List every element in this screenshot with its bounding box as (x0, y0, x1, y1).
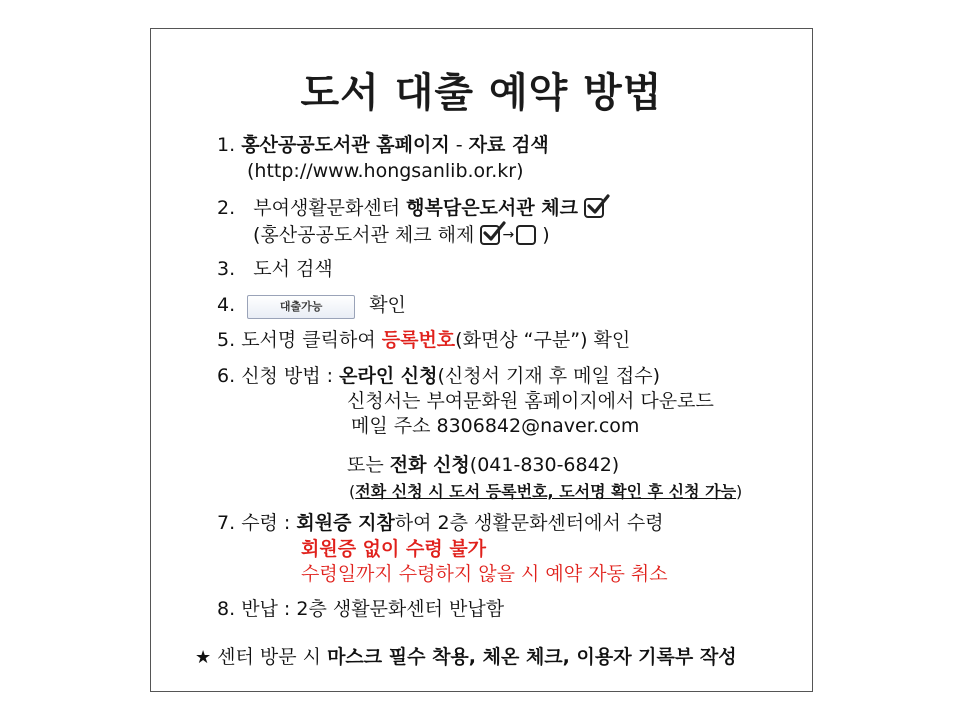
library-homepage-text: 홍산공공도서관 홈페이지 (241, 134, 450, 156)
unchecked-checkbox-icon (516, 225, 536, 245)
notice-panel (150, 28, 813, 692)
step-4: 4. 대출가능 확인 (217, 293, 406, 319)
step-8: 8. 반납 : 2층 생활문화센터 반납함 (217, 598, 505, 620)
step-7-warning: 회원증 없이 수령 불가 (301, 538, 487, 560)
search-text: 자료 검색 (468, 134, 549, 156)
step-6-phone: 또는 전화 신청(041-830-6842) (347, 454, 620, 476)
star-icon: ★ (195, 647, 212, 668)
online-apply-text: 온라인 신청 (339, 365, 438, 387)
registration-number-text: 등록번호 (381, 329, 456, 351)
step-2: 2. 부여생활문화센터 행복담은도서관 체크 (217, 196, 604, 220)
step-2-sub: (홍산공공도서관 체크 해제 → ) (253, 224, 550, 246)
footer-requirements: 마스크 필수 착용, 체온 체크, 이용자 기록부 작성 (327, 646, 737, 668)
step-5: 5. 도서명 클릭하여 등록번호(화면상 “구분”) 확인 (217, 329, 631, 351)
step-6-email: 메일 주소 8306842@naver.com (351, 415, 640, 437)
checked-checkbox-icon (480, 225, 500, 245)
step-3: 3. 도서 검색 (217, 258, 333, 280)
step-1-url: (http://www.hongsanlib.or.kr) (247, 160, 524, 182)
step-6-line-2: 신청서는 부여문화원 홈페이지에서 다운로드 (347, 390, 714, 412)
footer-note: ★ 센터 방문 시 마스크 필수 착용, 체온 체크, 이용자 기록부 작성 (195, 646, 737, 668)
target-library-text: 행복담은도서관 체크 (406, 197, 578, 219)
phone-apply-text: 전화 신청 (389, 454, 470, 476)
step-6-phone-note: (전화 신청 시 도서 등록번호, 도서명 확인 후 신청 가능) (349, 482, 743, 501)
membership-card-text: 회원증 지참 (296, 512, 395, 534)
step-6: 6. 신청 방법 : 온라인 신청(신청서 기재 후 메일 접수) (217, 365, 661, 387)
arrow-right-icon: → (502, 227, 515, 243)
loan-available-badge: 대출가능 (247, 295, 355, 319)
page-title: 도서 대출 예약 방법 (300, 70, 663, 116)
step-7-note: 수령일까지 수령하지 않을 시 예약 자동 취소 (301, 563, 668, 585)
step-1: 1. 홍산공공도서관 홈페이지 - 자료 검색 (217, 134, 549, 156)
checked-checkbox-icon (584, 198, 604, 218)
step-7: 7. 수령 : 회원증 지참하여 2층 생활문화센터에서 수령 (217, 512, 664, 534)
